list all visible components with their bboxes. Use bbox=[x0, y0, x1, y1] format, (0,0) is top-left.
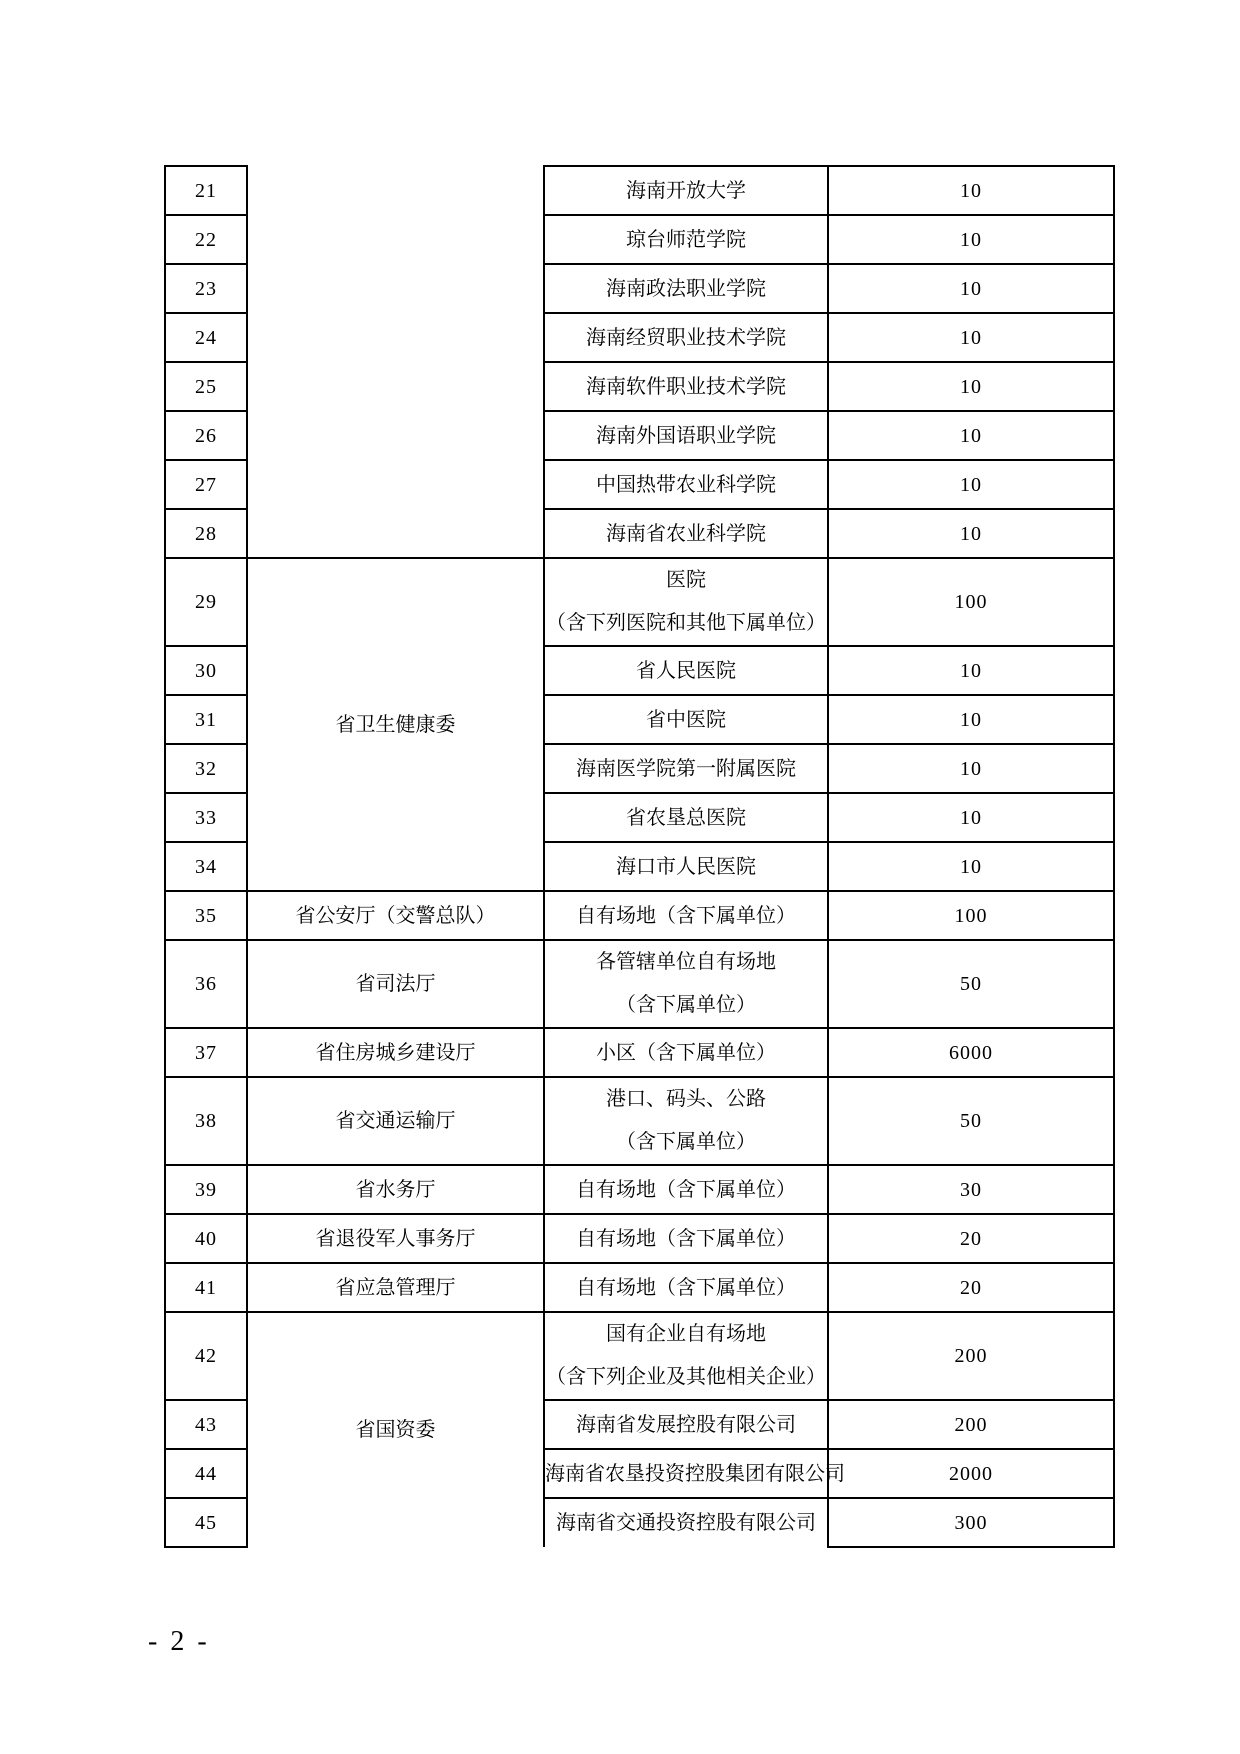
unit-cell bbox=[544, 313, 828, 362]
row-number-cell bbox=[165, 215, 247, 264]
department-label: 省公安厅（交警总队） bbox=[295, 904, 496, 927]
unit-cell bbox=[544, 646, 828, 695]
quantity-value: 50 bbox=[960, 1110, 982, 1132]
quantity-cell bbox=[828, 1449, 1114, 1498]
table-row bbox=[165, 166, 1114, 215]
department-label: 省应急管理厅 bbox=[335, 1276, 456, 1299]
row-number: 44 bbox=[195, 1462, 217, 1485]
table-row bbox=[165, 1028, 1114, 1077]
unit-cell bbox=[544, 695, 828, 744]
row-number-cell bbox=[165, 460, 247, 509]
quantity-cell bbox=[828, 558, 1114, 646]
quantity-value: 100 bbox=[954, 591, 988, 613]
table-row bbox=[165, 1312, 1114, 1400]
unit-cell bbox=[544, 509, 828, 558]
quantity-value: 10 bbox=[960, 757, 982, 780]
quantity-value: 200 bbox=[954, 1413, 988, 1436]
unit-cell bbox=[544, 558, 828, 646]
quantity-cell bbox=[828, 215, 1114, 264]
quantity-value: 30 bbox=[960, 1178, 982, 1201]
department-cell bbox=[247, 1077, 544, 1165]
table-row bbox=[165, 1214, 1114, 1263]
unit-line: （含下列医院和其他下属单位） bbox=[546, 612, 826, 634]
table-row bbox=[165, 891, 1114, 940]
row-number-cell bbox=[165, 558, 247, 646]
unit-cell bbox=[544, 460, 828, 509]
quantity-cell bbox=[828, 744, 1114, 793]
row-number: 39 bbox=[195, 1178, 217, 1201]
row-number-cell bbox=[165, 362, 247, 411]
row-number-cell bbox=[165, 411, 247, 460]
row-number-cell bbox=[165, 891, 247, 940]
unit-line: 海南软件职业技术学院 bbox=[586, 375, 786, 398]
row-number-cell bbox=[165, 842, 247, 891]
quantity-value: 10 bbox=[960, 659, 982, 682]
department-label: 省水务厅 bbox=[355, 1178, 436, 1201]
table-row bbox=[165, 1077, 1114, 1165]
quantity-cell bbox=[828, 1214, 1114, 1263]
row-number: 42 bbox=[195, 1345, 217, 1367]
row-number-cell bbox=[165, 940, 247, 1028]
unit-cell bbox=[544, 166, 828, 215]
unit-line: 省农垦总医院 bbox=[626, 806, 746, 829]
quantity-value: 10 bbox=[960, 375, 982, 398]
unit-line: 海南省交通投资控股有限公司 bbox=[556, 1512, 816, 1534]
unit-line: 海南医学院第一附属医院 bbox=[576, 757, 796, 780]
quantity-cell bbox=[828, 362, 1114, 411]
quantity-cell bbox=[828, 1077, 1114, 1165]
unit-line: 医院 bbox=[666, 569, 706, 591]
unit-cell bbox=[544, 940, 828, 1028]
quantity-cell bbox=[828, 646, 1114, 695]
unit-cell bbox=[544, 891, 828, 940]
quantity-value: 20 bbox=[960, 1227, 982, 1250]
quantity-value: 6000 bbox=[949, 1041, 993, 1064]
quantity-cell bbox=[828, 166, 1114, 215]
row-number-cell bbox=[165, 1498, 247, 1547]
unit-cell bbox=[544, 1214, 828, 1263]
quantity-value: 2000 bbox=[949, 1462, 993, 1485]
unit-cell bbox=[544, 842, 828, 891]
row-number: 26 bbox=[195, 424, 217, 447]
unit-line: 省中医院 bbox=[646, 708, 726, 731]
quantity-cell bbox=[828, 264, 1114, 313]
unit-cell bbox=[544, 264, 828, 313]
row-number-cell bbox=[165, 1312, 247, 1400]
unit-line: 港口、码头、公路 bbox=[606, 1088, 766, 1110]
row-number: 45 bbox=[195, 1511, 217, 1534]
quantity-value: 10 bbox=[960, 855, 982, 878]
quantity-cell bbox=[828, 509, 1114, 558]
row-number-cell bbox=[165, 793, 247, 842]
row-number-cell bbox=[165, 1077, 247, 1165]
unit-line: 自有场地（含下属单位） bbox=[576, 1178, 796, 1201]
row-number: 41 bbox=[195, 1276, 217, 1299]
quantity-value: 10 bbox=[960, 708, 982, 731]
department-label: 省住房城乡建设厅 bbox=[315, 1041, 476, 1064]
unit-line: 海南省发展控股有限公司 bbox=[576, 1413, 796, 1436]
row-number: 36 bbox=[195, 973, 217, 995]
department-cell bbox=[247, 1028, 544, 1077]
unit-line: 海南外国语职业学院 bbox=[596, 424, 776, 447]
quantity-value: 20 bbox=[960, 1276, 982, 1299]
unit-line: 国有企业自有场地 bbox=[606, 1323, 766, 1345]
unit-line: 各管辖单位自有场地 bbox=[596, 951, 776, 973]
quantity-cell bbox=[828, 891, 1114, 940]
quantity-value: 300 bbox=[954, 1511, 988, 1534]
unit-cell bbox=[544, 1400, 828, 1449]
quantity-value: 10 bbox=[960, 326, 982, 349]
quantity-cell bbox=[828, 1165, 1114, 1214]
quantity-cell bbox=[828, 313, 1114, 362]
row-number: 27 bbox=[195, 473, 217, 496]
row-number-cell bbox=[165, 1449, 247, 1498]
quantity-cell bbox=[828, 460, 1114, 509]
department-cell bbox=[247, 166, 544, 558]
page-number: - 2 - bbox=[148, 1626, 210, 1657]
row-number-cell bbox=[165, 646, 247, 695]
quantity-value: 10 bbox=[960, 228, 982, 251]
quantity-cell bbox=[828, 1400, 1114, 1449]
quantity-value: 10 bbox=[960, 806, 982, 829]
unit-line: 海南经贸职业技术学院 bbox=[586, 326, 786, 349]
unit-cell bbox=[544, 1498, 828, 1547]
unit-line: 中国热带农业科学院 bbox=[596, 473, 776, 496]
quantity-cell bbox=[828, 1028, 1114, 1077]
row-number: 32 bbox=[195, 757, 217, 780]
row-number: 38 bbox=[195, 1110, 217, 1132]
quantity-value: 10 bbox=[960, 277, 982, 300]
row-number: 33 bbox=[195, 806, 217, 829]
row-number: 30 bbox=[195, 659, 217, 682]
row-number-cell bbox=[165, 166, 247, 215]
row-number-cell bbox=[165, 695, 247, 744]
unit-line: 小区（含下属单位） bbox=[596, 1041, 776, 1064]
department-cell bbox=[247, 1263, 544, 1312]
department-label: 省司法厅 bbox=[355, 973, 436, 995]
row-number-cell bbox=[165, 509, 247, 558]
quantity-cell bbox=[828, 1498, 1114, 1547]
unit-line: （含下属单位） bbox=[616, 1131, 756, 1153]
unit-cell bbox=[544, 1165, 828, 1214]
row-number: 22 bbox=[195, 228, 217, 251]
roster-table-body bbox=[165, 166, 1114, 1547]
quantity-cell bbox=[828, 1263, 1114, 1312]
unit-cell bbox=[544, 411, 828, 460]
row-number-cell bbox=[165, 1165, 247, 1214]
quantity-cell bbox=[828, 411, 1114, 460]
unit-line: 海南省农业科学院 bbox=[606, 522, 766, 545]
row-number: 29 bbox=[195, 591, 217, 613]
unit-line: 自有场地（含下属单位） bbox=[576, 1227, 796, 1250]
department-cell bbox=[247, 891, 544, 940]
row-number: 43 bbox=[195, 1413, 217, 1436]
unit-line: 琼台师范学院 bbox=[626, 228, 746, 251]
unit-line: 海口市人民医院 bbox=[616, 855, 756, 878]
row-number-cell bbox=[165, 1400, 247, 1449]
roster-table bbox=[164, 165, 1115, 1548]
row-number: 35 bbox=[195, 904, 217, 927]
department-cell bbox=[247, 558, 544, 891]
quantity-value: 10 bbox=[960, 179, 982, 202]
unit-cell bbox=[544, 1077, 828, 1165]
department-label: 省卫生健康委 bbox=[335, 713, 456, 736]
unit-line: 省人民医院 bbox=[636, 659, 736, 682]
quantity-value: 100 bbox=[954, 904, 988, 927]
row-number: 37 bbox=[195, 1041, 217, 1064]
department-cell bbox=[247, 1165, 544, 1214]
row-number: 21 bbox=[195, 179, 217, 202]
table-row bbox=[165, 558, 1114, 646]
row-number-cell bbox=[165, 1263, 247, 1312]
unit-cell bbox=[544, 1449, 845, 1498]
row-number-cell bbox=[165, 313, 247, 362]
quantity-cell bbox=[828, 695, 1114, 744]
unit-line: （含下列企业及其他相关企业） bbox=[546, 1366, 826, 1388]
row-number: 23 bbox=[195, 277, 217, 300]
unit-cell bbox=[544, 1263, 828, 1312]
row-number-cell bbox=[165, 264, 247, 313]
quantity-value: 200 bbox=[954, 1345, 988, 1367]
unit-cell bbox=[544, 793, 828, 842]
unit-line: 自有场地（含下属单位） bbox=[576, 904, 796, 927]
quantity-value: 10 bbox=[960, 473, 982, 496]
quantity-value: 10 bbox=[960, 424, 982, 447]
quantity-cell bbox=[828, 793, 1114, 842]
department-cell bbox=[247, 1214, 544, 1263]
unit-cell bbox=[544, 1028, 828, 1077]
quantity-value: 10 bbox=[960, 522, 982, 545]
table-row bbox=[165, 940, 1114, 1028]
unit-line: （含下属单位） bbox=[616, 994, 756, 1016]
row-number: 40 bbox=[195, 1227, 217, 1250]
unit-cell bbox=[544, 362, 828, 411]
department-cell bbox=[247, 940, 544, 1028]
unit-line: 海南开放大学 bbox=[626, 179, 746, 202]
unit-cell bbox=[544, 744, 828, 793]
unit-cell bbox=[544, 215, 828, 264]
unit-line: 自有场地（含下属单位） bbox=[576, 1276, 796, 1299]
quantity-cell bbox=[828, 842, 1114, 891]
table-row bbox=[165, 1165, 1114, 1214]
department-label: 省交通运输厅 bbox=[335, 1110, 456, 1132]
row-number-cell bbox=[165, 1214, 247, 1263]
quantity-cell bbox=[828, 940, 1114, 1028]
department-label: 省国资委 bbox=[355, 1419, 436, 1441]
unit-line: 海南政法职业学院 bbox=[606, 277, 766, 300]
row-number: 24 bbox=[195, 326, 217, 349]
department-cell bbox=[247, 1312, 544, 1547]
department-label: 省退役军人事务厅 bbox=[315, 1227, 476, 1250]
row-number: 31 bbox=[195, 708, 217, 731]
table-row bbox=[165, 1263, 1114, 1312]
row-number: 25 bbox=[195, 375, 217, 398]
row-number: 34 bbox=[195, 855, 217, 878]
row-number-cell bbox=[165, 1028, 247, 1077]
unit-line: 海南省农垦投资控股集团有限公司 bbox=[545, 1462, 845, 1485]
unit-cell bbox=[544, 1312, 828, 1400]
quantity-value: 50 bbox=[960, 973, 982, 995]
quantity-cell bbox=[828, 1312, 1114, 1400]
row-number-cell bbox=[165, 744, 247, 793]
row-number: 28 bbox=[195, 522, 217, 545]
